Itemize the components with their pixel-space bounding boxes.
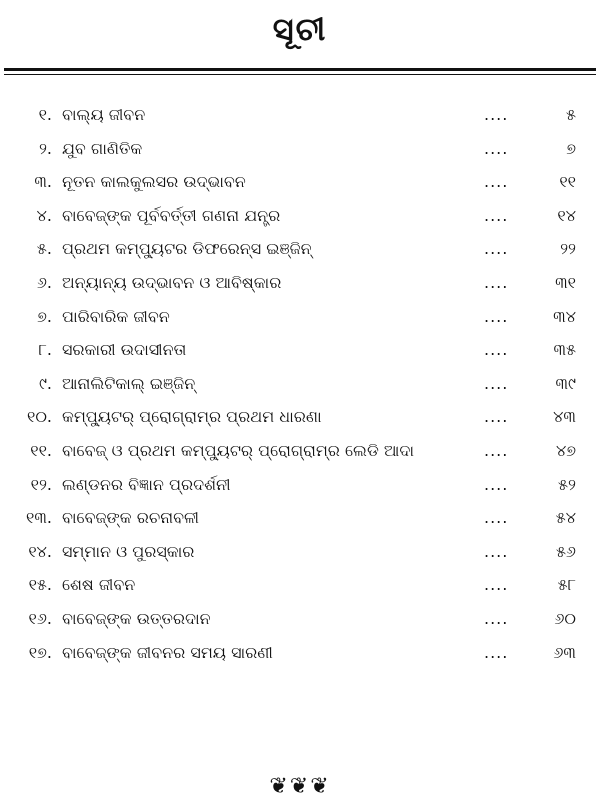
chapter-title: ପାରିବାରିକ ଜୀବନ <box>62 306 170 326</box>
page-number: ୩୯ <box>555 373 576 393</box>
leader-dots: .... <box>484 373 509 393</box>
title-divider-thin <box>4 74 596 75</box>
chapter-title: ନୂତନ କାଲକୁଲସର ଉଦ୍ଭାବନ <box>62 172 246 192</box>
toc-entry[interactable] <box>0 266 600 300</box>
chapter-title: ବାବେଜ୍ଙ୍କ ଜୀବନର ସମୟ ସାରଣୀ <box>62 642 273 662</box>
page-number: ୩୫ <box>553 340 576 360</box>
page-number: ୫୮ <box>557 575 576 595</box>
chapter-number: ୧୦. <box>26 407 52 427</box>
toc-entry[interactable] <box>0 232 600 266</box>
page-number: ୬୩ <box>553 642 576 662</box>
toc-entry[interactable] <box>0 367 600 401</box>
chapter-number: ୯. <box>38 373 52 393</box>
toc-entry[interactable] <box>0 468 600 502</box>
leader-dots: .... <box>484 440 509 460</box>
toc-entry[interactable] <box>0 333 600 367</box>
chapter-title: ଲଣ୍ଡନର ବିଜ୍ଞାନ ପ୍ରଦର୍ଶନୀ <box>62 474 231 494</box>
chapter-number: ୧୨. <box>30 474 52 494</box>
page-number: ୫୪ <box>555 508 576 528</box>
toc-entry[interactable] <box>0 199 600 233</box>
chapter-number: ୧. <box>38 105 52 124</box>
toc-entry[interactable] <box>0 568 600 602</box>
page-number: ୩୧ <box>555 272 576 292</box>
leader-dots: .... <box>484 205 509 225</box>
chapter-title: ଆନାଲିଟିକାଲ୍ ଇଞ୍ଜିନ୍ <box>62 373 196 393</box>
page-number: ୪୭ <box>555 440 576 460</box>
chapter-title: ବାବେଜ୍ଙ୍କ ରଚନାବଳୀ <box>62 508 200 528</box>
chapter-number: ୬. <box>36 272 52 292</box>
page-number: ୭ <box>566 138 576 158</box>
page-number: ୬୦ <box>554 608 576 628</box>
leader-dots: .... <box>484 138 509 158</box>
chapter-title: ବାବେଜ୍ ଓ ପ୍ରଥମ କମ୍ପ୍ୟୁଟର୍ ପ୍ରୋଗ୍ରାମ୍ର ଲେଡି ଆଦା <box>62 440 415 460</box>
toc-entry[interactable] <box>0 300 600 334</box>
page-number: ୫୨ <box>558 474 576 494</box>
toc-entry[interactable] <box>0 98 600 132</box>
leader-dots: .... <box>484 575 509 595</box>
page-number: ୨୨ <box>560 239 576 259</box>
toc-entry[interactable] <box>0 535 600 569</box>
footer-ornament-icon: ❦❦❦ <box>269 774 331 799</box>
chapter-title: ବାବେଜ୍ଙ୍କ ଉତ୍ତରଦାନ <box>62 608 211 628</box>
leader-dots: .... <box>484 272 509 292</box>
chapter-number: ୧୫. <box>28 575 52 595</box>
leader-dots: .... <box>484 541 509 561</box>
chapter-number: ୪. <box>36 205 52 225</box>
leader-dots: .... <box>484 474 509 494</box>
chapter-number: ୫. <box>36 239 52 259</box>
chapter-title: ବାବେଜ୍ଙ୍କ ପୂର୍ବବର୍ତ୍ତୀ ଗଣନା ଯନ୍ତ୍ର <box>62 205 281 225</box>
chapter-number: ୧୬. <box>28 608 52 628</box>
page-title: ସୂଚୀ <box>272 10 328 48</box>
page-number: ୧୧ <box>559 172 576 192</box>
toc-entry[interactable] <box>0 602 600 636</box>
page-number: ୪୩ <box>553 407 576 427</box>
leader-dots: .... <box>484 105 509 124</box>
page-number: ୫ <box>566 105 576 124</box>
page-number: ୫୬ <box>555 541 576 561</box>
toc-entry[interactable] <box>0 132 600 166</box>
chapter-number: ୩. <box>34 172 52 192</box>
chapter-number: ୧୧. <box>30 440 52 460</box>
leader-dots: .... <box>484 239 509 259</box>
chapter-title: ଯୁବ ଗାଣିତିକ <box>62 138 143 158</box>
leader-dots: .... <box>484 608 509 628</box>
leader-dots: .... <box>484 306 509 326</box>
toc-entry[interactable] <box>0 636 600 670</box>
leader-dots: .... <box>484 407 509 427</box>
chapter-number: ୮. <box>38 340 52 360</box>
chapter-number: ୭. <box>37 306 52 326</box>
toc-entry[interactable] <box>0 165 600 199</box>
leader-dots: .... <box>484 642 509 662</box>
title-divider-thick <box>4 68 596 71</box>
chapter-title: ସମ୍ମାନ ଓ ପୁରସ୍କାର <box>62 541 195 561</box>
chapter-title: ବାଲ୍ୟ ଜୀବନ <box>62 105 146 124</box>
page-number: ୧୪ <box>557 205 576 225</box>
toc-entry[interactable] <box>0 400 600 434</box>
toc-entry[interactable] <box>0 501 600 535</box>
leader-dots: .... <box>484 508 509 528</box>
toc-entry[interactable] <box>0 434 600 468</box>
chapter-title: ପ୍ରଥମ କମ୍ପ୍ୟୁଟର ଡିଫରେନ୍ସ ଇଞ୍ଜିନ୍ <box>62 239 312 259</box>
chapter-number: ୧୪. <box>28 541 52 561</box>
leader-dots: .... <box>484 340 509 360</box>
chapter-title: କମ୍ପ୍ୟୁଟର୍ ପ୍ରୋଗ୍ରାମ୍ର ପ୍ରଥମ ଧାରଣା <box>62 407 322 427</box>
chapter-title: ସରକାରୀ ଉଦାସୀନତା <box>62 340 187 360</box>
leader-dots: .... <box>484 172 509 192</box>
chapter-title: ଶେଷ ଜୀବନ <box>62 575 136 595</box>
chapter-number: ୧୩. <box>26 508 52 528</box>
chapter-number: ୨. <box>38 138 52 158</box>
table-of-contents <box>0 98 600 669</box>
page-number: ୩୪ <box>553 306 576 326</box>
chapter-title: ଅନ୍ୟାନ୍ୟ ଉଦ୍ଭାବନ ଓ ଆବିଷ୍କାର <box>62 272 282 292</box>
chapter-number: ୧୭. <box>28 642 52 662</box>
